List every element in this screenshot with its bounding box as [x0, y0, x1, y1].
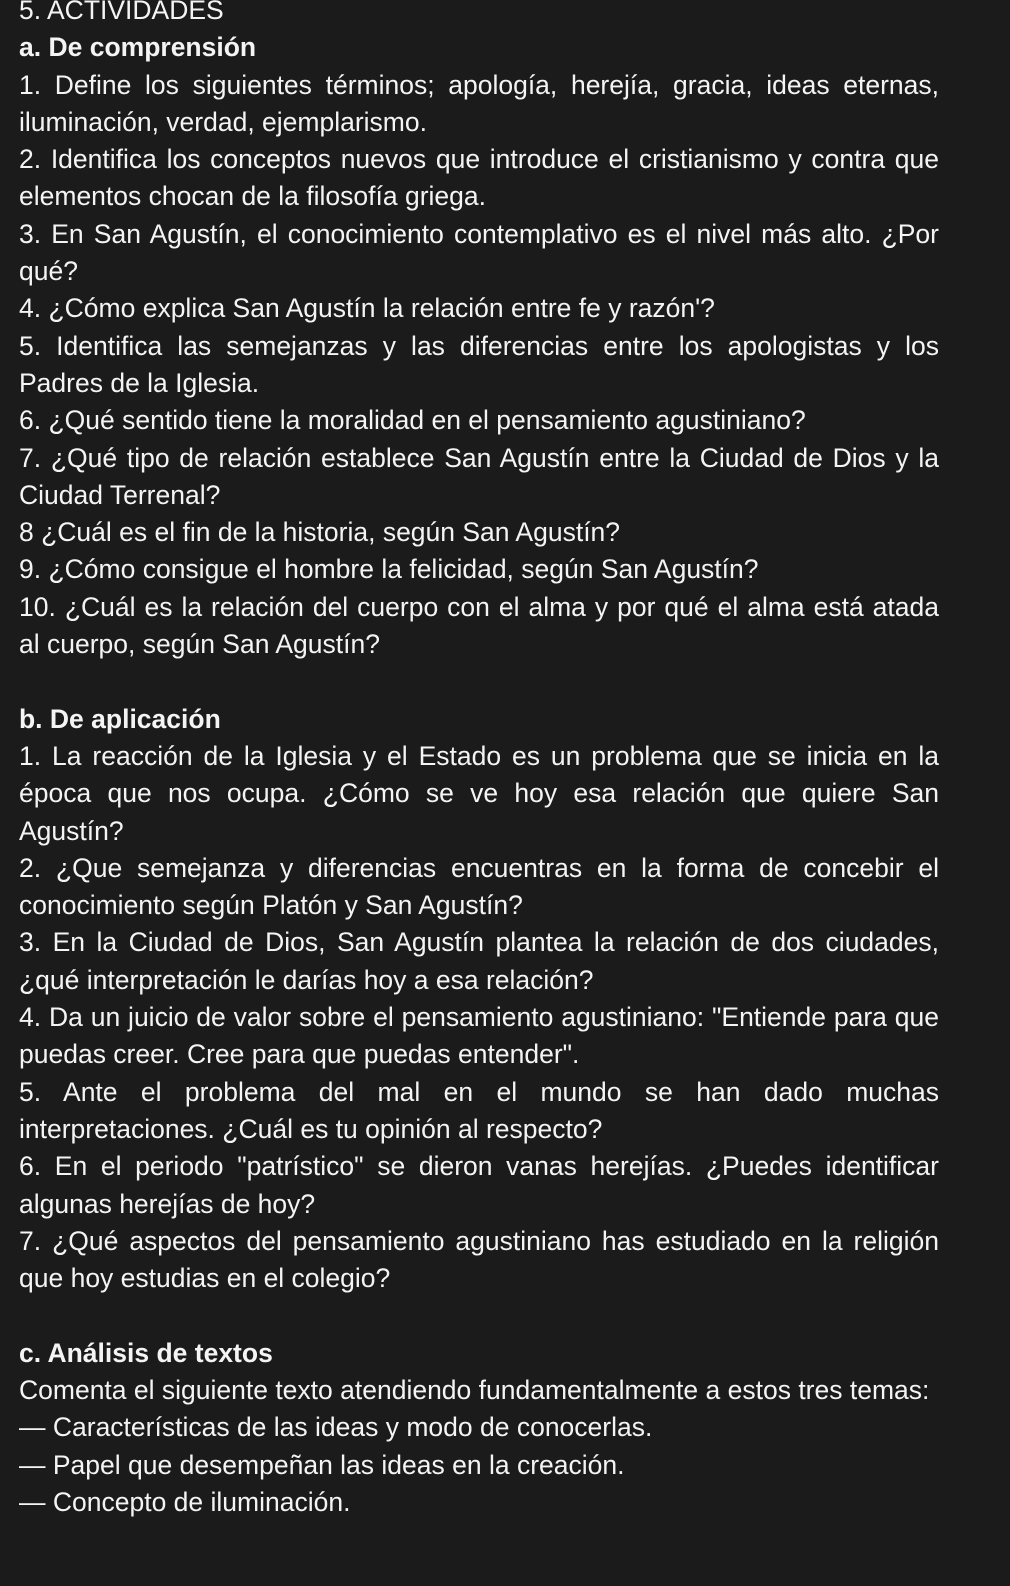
- comprehension-question-6: 6. ¿Qué sentido tiene la moralidad en el pensamiento agustiniano?: [19, 405, 806, 436]
- application-question-4: 4. Da un juicio de valor sobre el pensamiento agustiniano: "Entiende para que puedas creer. Cree para que puedas entender".: [19, 1002, 939, 1070]
- application-question-5: 5. Ante el problema del mal en el mundo se han dado muchas interpretaciones. ¿Cuál es tu opinión al respecto?: [19, 1076, 939, 1144]
- comprehension-question-2: 2. Identifica los conceptos nuevos que introduce el cristianismo y contra que elementos chocan de la filosofía griega.: [19, 144, 939, 212]
- text-analysis-intro: Comenta el siguiente texto atendiendo fundamentalmente a estos tres temas:: [19, 1374, 930, 1405]
- comprehension-question-9: 9. ¿Cómo consigue el hombre la felicidad, según San Agustín?: [19, 554, 759, 585]
- application-question-2: 2. ¿Que semejanza y diferencias encuentras en la forma de concebir el conocimiento según Platón y San Agustín?: [19, 852, 939, 921]
- comprehension-question-1: 1. Define los siguientes términos; apología, herejía, gracia, ideas eternas, iluminación, verdad, ejemplarismo.: [19, 69, 939, 137]
- activities-heading: 5. ACTIVIDADES: [19, 0, 224, 25]
- comprehension-question-4: 4. ¿Cómo explica San Agustín la relación entre fe y razón'?: [19, 293, 715, 324]
- comprehension-question-8: 8 ¿Cuál es el fin de la historia, según San Agustín?: [19, 517, 621, 548]
- application-question-1: 1. La reacción de la Iglesia y el Estado es un problema que se inicia en la época que nos ocupa. ¿Cómo se ve hoy esa relación que quiere San Agustín?: [19, 740, 939, 846]
- comprehension-question-5: 5. Identifica las semejanzas y las diferencias entre los apologistas y los Padres de la Iglesia.: [19, 330, 939, 398]
- activities-page: [19, 0, 939, 1521]
- application-question-7: 7. ¿Qué aspectos del pensamiento agustiniano has estudiado en la religión que hoy estudias en el colegio?: [19, 1225, 939, 1294]
- application-question-6: 6. En el periodo "patrístico" se dieron vanas herejías. ¿Puedes identificar algunas herejías de hoy?: [19, 1151, 939, 1219]
- section-c-title: c. Análisis de textos: [19, 1337, 273, 1368]
- section-spacer: [19, 663, 939, 700]
- analysis-topic-2: — Papel que desempeñan las ideas en la creación.: [19, 1449, 625, 1480]
- analysis-topic-1: — Características de las ideas y modo de conocerlas.: [19, 1412, 653, 1443]
- section-a-title: a. De comprensión: [19, 32, 257, 63]
- comprehension-question-10: 10. ¿Cuál es la relación del cuerpo con el alma y por qué el alma está atada al cuerpo, según San Agustín?: [19, 591, 939, 660]
- section-b-title: b. De aplicación: [19, 703, 221, 734]
- comprehension-question-7: 7. ¿Qué tipo de relación establece San Agustín entre la Ciudad de Dios y la Ciudad Terrenal?: [19, 442, 939, 510]
- analysis-topic-3: — Concepto de iluminación.: [19, 1486, 351, 1517]
- application-question-3: 3. En la Ciudad de Dios, San Agustín plantea la relación de dos ciudades, ¿qué interpretación le darías hoy a esa relación?: [19, 927, 939, 995]
- comprehension-question-3: 3. En San Agustín, el conocimiento contemplativo es el nivel más alto. ¿Por qué?: [19, 218, 939, 287]
- section-spacer: [19, 1297, 939, 1334]
